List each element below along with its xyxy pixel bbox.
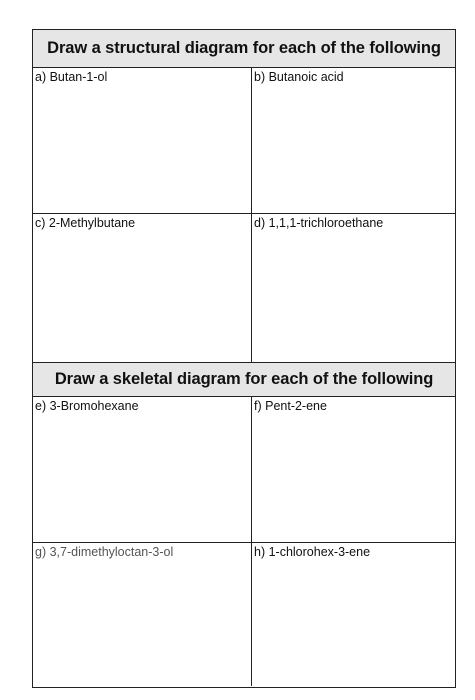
worksheet-table: [32, 29, 456, 688]
section-header-skeletal: Draw a skeletal diagram for each of the following: [33, 363, 455, 397]
answer-box-h[interactable]: [252, 543, 455, 686]
question-label-f: f) Pent-2-ene: [254, 399, 327, 413]
answer-box-a[interactable]: [33, 68, 252, 214]
answer-box-c[interactable]: [33, 214, 252, 363]
question-label-g: g) 3,7-dimethyloctan-3-ol: [35, 545, 174, 559]
question-label-e: e) 3-Bromohexane: [35, 399, 139, 413]
answer-box-d[interactable]: [252, 214, 455, 363]
cropped-heading-text: [128, 0, 132, 7]
answer-box-b[interactable]: [252, 68, 455, 214]
answer-box-f[interactable]: [252, 397, 455, 543]
cropped-heading-strip: [0, 0, 475, 14]
section-header-structural: Draw a structural diagram for each of the following: [33, 30, 455, 68]
answer-box-e[interactable]: [33, 397, 252, 543]
question-label-a: a) Butan-1-ol: [35, 70, 108, 84]
question-label-d: d) 1,1,1-trichloroethane: [254, 216, 384, 230]
question-label-h: h) 1-chlorohex-3-ene: [254, 545, 371, 559]
answer-box-g[interactable]: [33, 543, 252, 686]
question-label-b: b) Butanoic acid: [254, 70, 344, 84]
question-label-c: c) 2-Methylbutane: [35, 216, 136, 230]
